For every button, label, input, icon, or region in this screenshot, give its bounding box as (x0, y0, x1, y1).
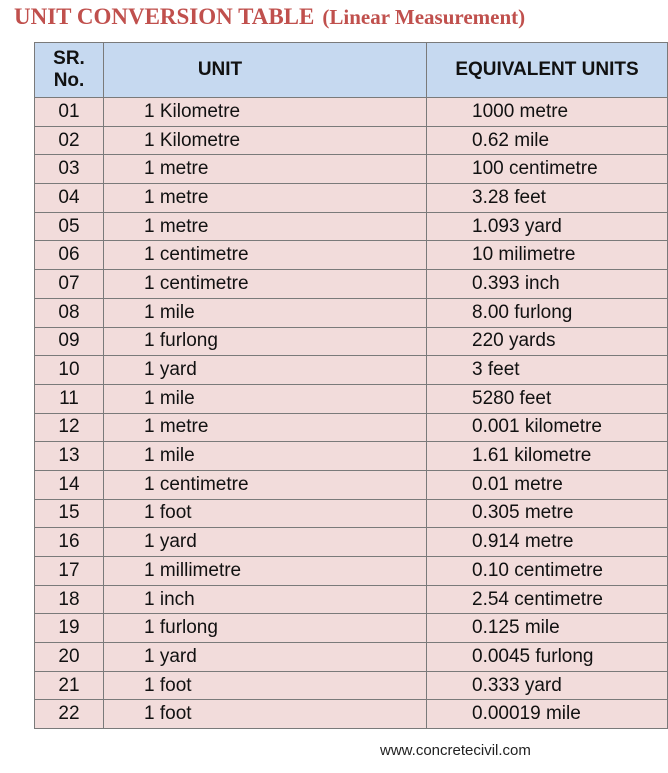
header-sr-line2: No. (53, 70, 85, 91)
cell-equivalent: 0.001 kilometre (427, 413, 668, 442)
cell-equivalent: 0.01 metre (427, 470, 668, 499)
cell-sr-no: 08 (35, 298, 104, 327)
cell-unit: 1 foot (104, 700, 427, 729)
cell-unit: 1 mile (104, 298, 427, 327)
cell-unit: 1 furlong (104, 614, 427, 643)
table-row (35, 327, 668, 356)
cell-equivalent: 8.00 furlong (427, 298, 668, 327)
cell-unit: 1 Kilometre (104, 126, 427, 155)
cell-sr-no: 07 (35, 270, 104, 299)
title-main: UNIT CONVERSION TABLE (14, 4, 315, 29)
cell-sr-no: 13 (35, 442, 104, 471)
cell-sr-no: 10 (35, 356, 104, 385)
cell-unit: 1 inch (104, 585, 427, 614)
cell-unit: 1 mile (104, 384, 427, 413)
table-row (35, 557, 668, 586)
cell-unit: 1 centimetre (104, 270, 427, 299)
table-row (35, 442, 668, 471)
cell-sr-no: 02 (35, 126, 104, 155)
cell-equivalent: 0.914 metre (427, 528, 668, 557)
cell-equivalent: 100 centimetre (427, 155, 668, 184)
table-row (35, 585, 668, 614)
website-footer: www.concretecivil.com (380, 742, 531, 759)
table-row (35, 98, 668, 127)
cell-sr-no: 09 (35, 327, 104, 356)
table-row (35, 298, 668, 327)
cell-sr-no: 22 (35, 700, 104, 729)
cell-equivalent: 0.125 mile (427, 614, 668, 643)
cell-equivalent: 1000 metre (427, 98, 668, 127)
cell-equivalent: 5280 feet (427, 384, 668, 413)
cell-equivalent: 220 yards (427, 327, 668, 356)
cell-sr-no: 18 (35, 585, 104, 614)
cell-unit: 1 millimetre (104, 557, 427, 586)
cell-unit: 1 yard (104, 643, 427, 672)
table-row (35, 700, 668, 729)
cell-sr-no: 06 (35, 241, 104, 270)
header-unit: UNIT (104, 43, 427, 98)
cell-sr-no: 11 (35, 384, 104, 413)
cell-sr-no: 12 (35, 413, 104, 442)
cell-unit: 1 furlong (104, 327, 427, 356)
cell-sr-no: 16 (35, 528, 104, 557)
cell-sr-no: 14 (35, 470, 104, 499)
table-row (35, 212, 668, 241)
cell-sr-no: 19 (35, 614, 104, 643)
cell-equivalent: 0.10 centimetre (427, 557, 668, 586)
table-row (35, 528, 668, 557)
cell-equivalent: 0.0045 furlong (427, 643, 668, 672)
cell-equivalent: 0.00019 mile (427, 700, 668, 729)
cell-unit: 1 yard (104, 356, 427, 385)
header-equivalent-units: EQUIVALENT UNITS (427, 43, 668, 98)
cell-equivalent: 2.54 centimetre (427, 585, 668, 614)
table-row (35, 184, 668, 213)
conversion-table (34, 42, 668, 729)
cell-equivalent: 10 milimetre (427, 241, 668, 270)
header-sr-no (35, 43, 104, 98)
table-row (35, 384, 668, 413)
cell-unit: 1 centimetre (104, 241, 427, 270)
title-subtitle: (Linear Measurement) (322, 5, 526, 29)
cell-sr-no: 20 (35, 643, 104, 672)
cell-unit: 1 metre (104, 155, 427, 184)
cell-unit: 1 centimetre (104, 470, 427, 499)
page-title (14, 4, 525, 30)
table-row (35, 126, 668, 155)
cell-unit: 1 foot (104, 499, 427, 528)
cell-unit: 1 metre (104, 212, 427, 241)
cell-equivalent: 3.28 feet (427, 184, 668, 213)
cell-unit: 1 metre (104, 413, 427, 442)
cell-sr-no: 01 (35, 98, 104, 127)
cell-sr-no: 17 (35, 557, 104, 586)
table-row (35, 470, 668, 499)
cell-unit: 1 foot (104, 671, 427, 700)
cell-equivalent: 1.61 kilometre (427, 442, 668, 471)
cell-sr-no: 15 (35, 499, 104, 528)
cell-equivalent: 0.333 yard (427, 671, 668, 700)
table-row (35, 270, 668, 299)
header-sr-line1: SR. (53, 48, 85, 69)
table-row (35, 671, 668, 700)
table-row (35, 155, 668, 184)
table-header-row (35, 43, 668, 98)
cell-unit: 1 Kilometre (104, 98, 427, 127)
cell-sr-no: 05 (35, 212, 104, 241)
cell-unit: 1 mile (104, 442, 427, 471)
cell-equivalent: 0.393 inch (427, 270, 668, 299)
cell-equivalent: 0.305 metre (427, 499, 668, 528)
cell-unit: 1 metre (104, 184, 427, 213)
cell-unit: 1 yard (104, 528, 427, 557)
cell-equivalent: 3 feet (427, 356, 668, 385)
table-row (35, 356, 668, 385)
table-row (35, 413, 668, 442)
table-row (35, 241, 668, 270)
cell-sr-no: 03 (35, 155, 104, 184)
cell-sr-no: 04 (35, 184, 104, 213)
table-row (35, 614, 668, 643)
cell-equivalent: 1.093 yard (427, 212, 668, 241)
cell-equivalent: 0.62 mile (427, 126, 668, 155)
table-body (35, 98, 668, 729)
table-row (35, 499, 668, 528)
cell-sr-no: 21 (35, 671, 104, 700)
table-row (35, 643, 668, 672)
